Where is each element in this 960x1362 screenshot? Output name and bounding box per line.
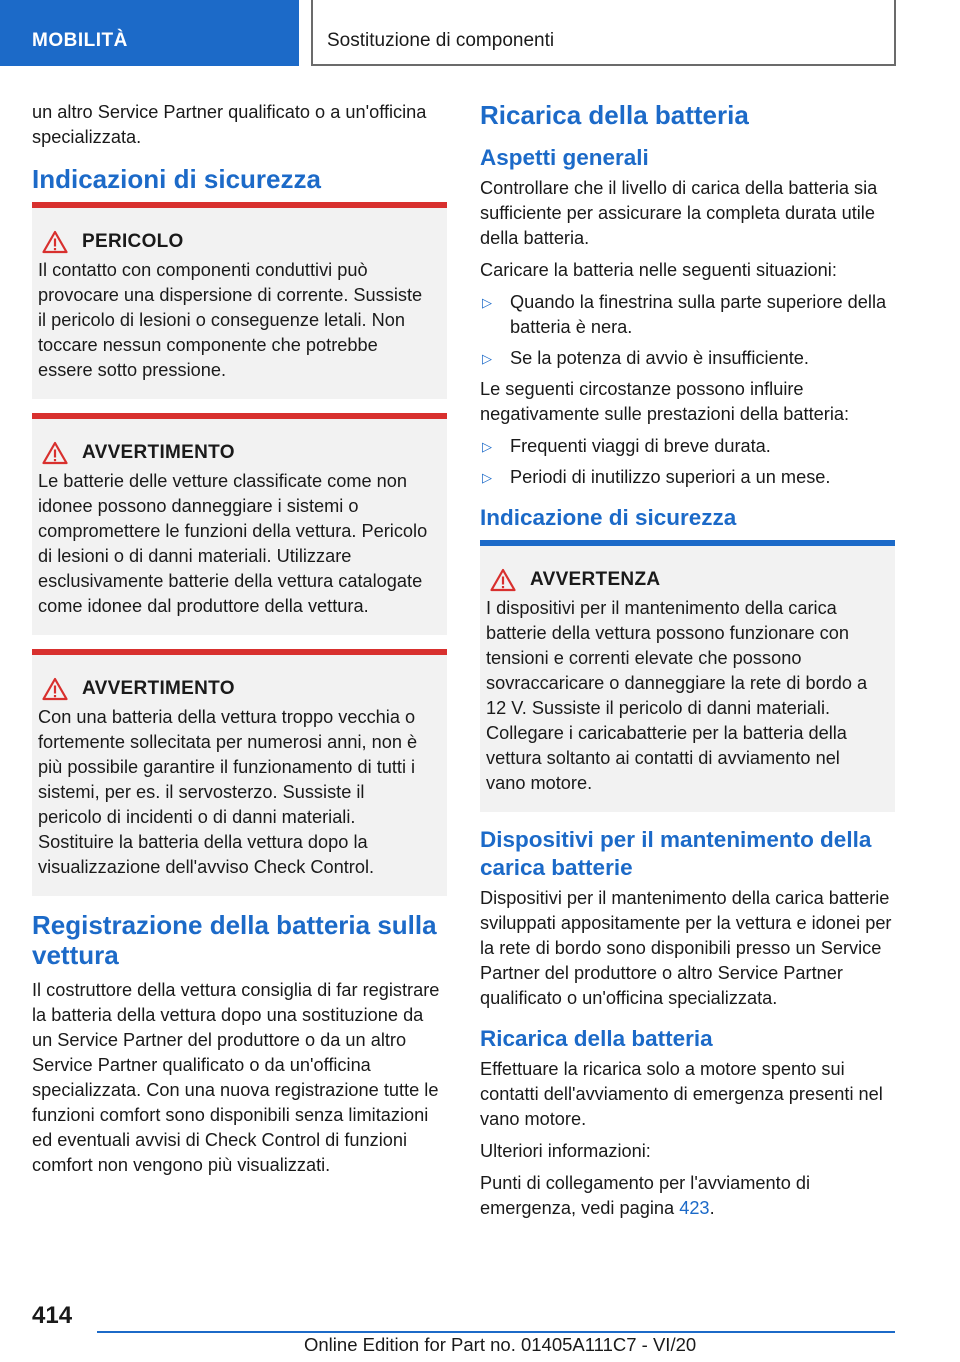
factors-list	[480, 434, 895, 490]
notice-text: I dispositivi per il mantenimento della carica batterie della vettura possono funzionare con tensioni e correnti elevate che possono sovraccaricare o danneggiare la rete di bordo a 12 V. Sussiste il pericolo di danni materiali. Collegare i caricabatterie per la batteria della vettura soltanto ai contatti di avviamento nel vano motore.	[486, 598, 868, 793]
safety-heading: Indicazioni di sicurezza	[32, 164, 321, 194]
list-item: ▷ Se la potenza di avvio è insufficiente.	[480, 346, 895, 371]
situations-list	[480, 290, 895, 371]
recharge-heading: Ricarica della batteria	[480, 1026, 713, 1051]
section-tab: MOBILITÀ	[0, 0, 299, 66]
bullet-triangle-icon: ▷	[482, 439, 492, 454]
right-column	[480, 100, 895, 1228]
notice-title: AVVERTIMENTO	[82, 678, 235, 699]
reference-paragraph: Punti di collegamento per l'avviamento di emergenza, vedi pagina 423.	[480, 1173, 811, 1218]
registration-paragraph: Il costruttore della vettura consiglia di far registrare la batteria della vettura dopo una sostituzione da un Service Partner del produttore o da un altro Service Partner qualificato o da un'officina specializzata. Con una nuova registrazione tutte le funzioni comfort sono disponibili senza limitazioni ed eventuali avvisi di Check Control di funzioni comfort non vengono più visualizzati.	[32, 980, 440, 1175]
page-reference-link[interactable]: 423	[679, 1198, 710, 1218]
footer-divider	[97, 1331, 895, 1333]
notice-title: AVVERTIMENTO	[82, 442, 235, 463]
notice-title: PERICOLO	[82, 231, 184, 252]
intro-paragraph: un altro Service Partner qualificato o a un'officina specializzata.	[32, 102, 427, 147]
maintainer-heading: Dispositivi per il mantenimento della carica batterie	[480, 827, 872, 880]
notice-warning-battery-type	[32, 413, 447, 635]
charging-heading: Ricarica della batteria	[480, 100, 749, 130]
edition-label: Online Edition for Part no. 01405A111C7 - VI/20	[304, 1334, 697, 1355]
recharge-paragraph: Effettuare la ricarica solo a motore spento sui contatti dell'avviamento di emergenza presenti nel vano motore.	[480, 1059, 883, 1129]
safety-note-heading: Indicazione di sicurezza	[480, 505, 737, 530]
bullet-triangle-icon: ▷	[482, 295, 492, 310]
notice-text: Il contatto con componenti conduttivi può provocare una dispersione di corrente. Sussiste il pericolo di lesioni o conseguenze letali. Non toccare nessun componente che potrebbe essere sotto pressione.	[38, 260, 423, 380]
list-item: ▷ Quando la finestrina sulla parte superiore della batteria è nera.	[480, 290, 895, 340]
maintainer-paragraph: Dispositivi per il mantenimento della carica batterie sviluppati appositamente per la vettura e idonei per la rete di bordo sono disponibili presso un Service Partner del produttore o altro Service Partner qualificato o un'officina specializzata.	[480, 888, 892, 1008]
page-header	[0, 0, 960, 66]
warning-triangle-icon	[42, 677, 68, 701]
warning-triangle-icon	[490, 568, 516, 592]
left-column	[32, 100, 447, 1185]
warning-triangle-icon	[42, 441, 68, 465]
notice-caution	[480, 540, 895, 812]
notice-text: Con una batteria della vettura troppo vecchia o fortemente sollecitata per numerosi anni, non è più possibile garantire il funzionamento di tutti i sistemi, per es. il servosterzo. Sussiste il pericolo di incidenti o di danni materiali. Sostituire la batteria della vettura dopo la visualizzazione dell'avviso Check Control.	[38, 707, 418, 877]
notice-text: Le batterie delle vetture classificate come non idonee possono danneggiare i sistemi o compromettere le funzioni della vettura. Pericolo di lesioni o di danni materiali. Utilizzare esclusivamente batterie della vettura catalogate come idonee dal produttore della vettura.	[38, 471, 428, 616]
list-item: ▷ Periodi di inutilizzo superiori a un mese.	[480, 465, 895, 490]
list-item: ▷ Frequenti viaggi di breve durata.	[480, 434, 895, 459]
more-info-label: Ulteriori informazioni:	[480, 1141, 651, 1161]
general-paragraph: Controllare che il livello di carica della batteria sia sufficiente per assicurare la completa durata utile della batteria.	[480, 178, 878, 248]
bullet-triangle-icon: ▷	[482, 470, 492, 485]
factors-intro: Le seguenti circostanze possono influire negativamente sulle prestazioni della batteria:	[480, 379, 850, 424]
page-number: 414	[32, 1302, 73, 1329]
warning-triangle-icon	[42, 230, 68, 254]
notice-danger	[32, 202, 447, 399]
general-heading: Aspetti generali	[480, 145, 649, 170]
chapter-title: Sostituzione di componenti	[311, 0, 896, 66]
notice-title: AVVERTENZA	[530, 569, 661, 590]
registration-heading: Registrazione della batteria sulla vettura	[32, 910, 437, 970]
situations-intro: Caricare la batteria nelle seguenti situazioni:	[480, 260, 837, 280]
bullet-triangle-icon: ▷	[482, 351, 492, 366]
notice-warning-battery-age	[32, 649, 447, 896]
